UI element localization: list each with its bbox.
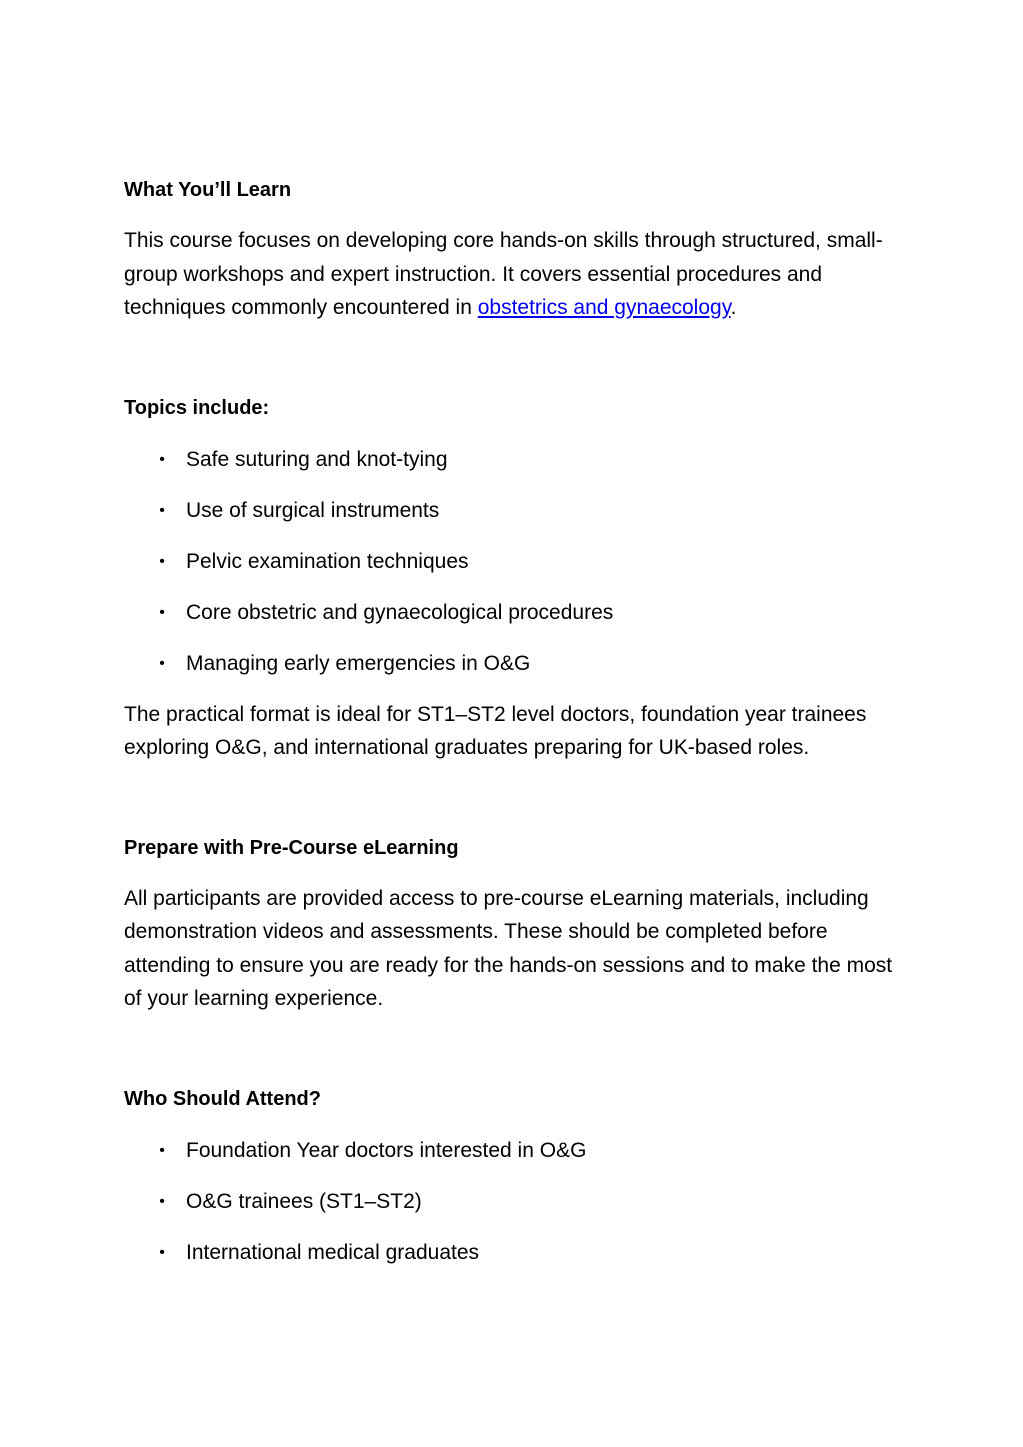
list-item-text: Pelvic examination techniques — [186, 549, 469, 573]
bullet-icon: • — [159, 603, 165, 621]
bullet-icon: • — [159, 654, 165, 672]
attend-list — [124, 1134, 894, 1270]
attend-heading: Who Should Attend? — [124, 1087, 321, 1110]
learn-paragraph — [124, 224, 894, 325]
prepare-heading: Prepare with Pre-Course eLearning — [124, 836, 459, 859]
learn-text-end: . — [730, 296, 737, 319]
format-paragraph: The practical format is ideal for ST1–ST2 level doctors, foundation year trainees exploring O&G, and international graduates preparing for UK-based roles. — [124, 702, 867, 759]
obstetrics-gynaecology-link[interactable]: obstetrics and gynaecology — [477, 296, 731, 319]
list-item — [124, 545, 894, 579]
list-item-text: O&G trainees (ST1–ST2) — [186, 1189, 422, 1213]
bullet-icon: • — [159, 450, 165, 468]
bullet-icon: • — [159, 552, 165, 570]
list-item-text: Foundation Year doctors interested in O&G — [186, 1138, 587, 1162]
bullet-icon: • — [159, 501, 165, 519]
topics-list — [124, 443, 894, 681]
learn-text: This course focuses on developing core hands-on skills through structured, small-group workshops and expert instruction. It covers essential procedures and techniques commonly encountered in — [124, 229, 883, 319]
list-item — [124, 647, 894, 681]
list-item — [124, 443, 894, 477]
bullet-icon: • — [159, 1141, 165, 1159]
list-item-text: Core obstetric and gynaecological procedures — [186, 600, 614, 624]
list-item — [124, 494, 894, 528]
list-item-text: International medical graduates — [186, 1240, 480, 1264]
list-item-text: Managing early emergencies in O&G — [186, 651, 531, 675]
list-item — [124, 1236, 894, 1270]
topics-heading: Topics include: — [124, 396, 270, 419]
document-page — [124, 174, 894, 1269]
list-item-text: Use of surgical instruments — [186, 498, 440, 522]
list-item — [124, 1185, 894, 1219]
list-item-text: Safe suturing and knot-tying — [186, 447, 448, 471]
list-item — [124, 1134, 894, 1168]
prepare-paragraph: All participants are provided access to pre-course eLearning materials, including demonstration videos and assessments. These should be completed before attending to ensure you are ready for the hands-on sessions and to make the most of your learning experience. — [124, 886, 893, 1010]
learn-heading: What You’ll Learn — [124, 179, 292, 201]
bullet-icon: • — [159, 1243, 165, 1261]
bullet-icon: • — [159, 1192, 165, 1210]
list-item — [124, 596, 894, 630]
